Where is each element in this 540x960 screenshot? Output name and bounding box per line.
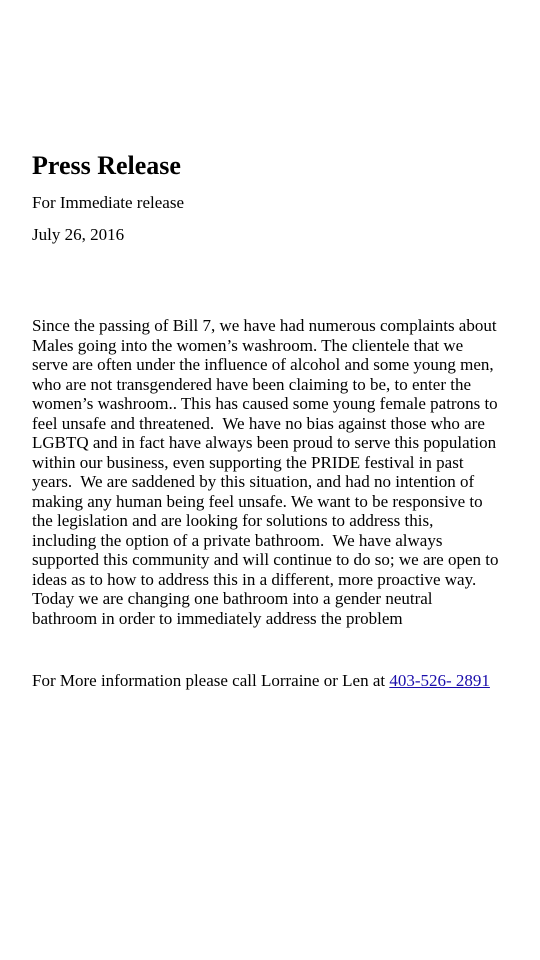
body-line: years. We are saddened by this situation, and had no intention of <box>32 472 475 491</box>
body-line: serve are often under the influence of alcohol and some young men, <box>32 355 494 374</box>
release-body <box>32 316 522 628</box>
body-line: Males going into the women’s washroom. The clientele that we <box>32 335 464 355</box>
body-line: LGBTQ and in fact have always been proud to serve this population <box>32 433 497 452</box>
body-line: women’s washroom.. This has caused some young female patrons to <box>32 394 498 413</box>
body-line: feel unsafe and threatened. We have no bias against those who are <box>32 413 485 433</box>
phone-link[interactable]: 403-526- 2891 <box>389 671 490 690</box>
page-title: Press Release <box>32 151 181 180</box>
body-line: supported this community and will continue to do so; we are open to <box>32 550 499 569</box>
body-line: who are not transgendered have been claiming to be, to enter the <box>32 374 471 394</box>
contact-line <box>32 670 490 692</box>
body-line: the legislation and are looking for solutions to address this, <box>32 511 434 530</box>
body-line: making any human being feel unsafe. We want to be responsive to <box>32 491 483 511</box>
contact-text: For More information please call Lorraine or Len at <box>32 671 390 690</box>
body-line: bathroom in order to immediately address the problem <box>32 608 403 628</box>
body-line: Since the passing of Bill 7, we have had numerous complaints about <box>32 316 497 335</box>
release-type: For Immediate release <box>32 193 184 212</box>
body-line: Today we are changing one bathroom into a gender neutral <box>32 589 433 608</box>
body-line: ideas as to how to address this in a different, more proactive way. <box>32 569 477 589</box>
body-line: within our business, even supporting the PRIDE festival in past <box>32 452 464 472</box>
release-date: July 26, 2016 <box>32 225 125 244</box>
body-line: including the option of a private bathroom. We have always <box>32 530 443 550</box>
